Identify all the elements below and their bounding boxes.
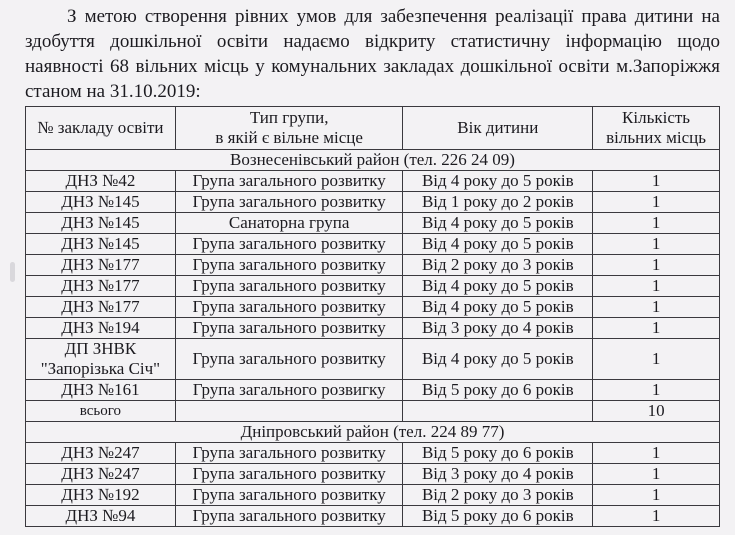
cell-group: Група загального розвитку bbox=[175, 297, 403, 318]
cell-group: Група загального розвитку bbox=[175, 443, 403, 464]
free-places-table bbox=[25, 106, 720, 527]
total-row bbox=[26, 401, 720, 422]
cell-empty bbox=[175, 401, 403, 422]
header-age: Вік дитини bbox=[403, 107, 593, 150]
cell-count: 1 bbox=[593, 276, 720, 297]
cell-institution: ДНЗ №177 bbox=[26, 297, 176, 318]
cell-institution: ДНЗ №177 bbox=[26, 255, 176, 276]
cell-institution: ДНЗ №161 bbox=[26, 380, 176, 401]
cell-age: Від 4 року до 5 років bbox=[403, 339, 593, 380]
table-row bbox=[26, 464, 720, 485]
cell-group: Група загального розвитку bbox=[175, 506, 403, 527]
cell-group: Група загального розвитку bbox=[175, 464, 403, 485]
table-row bbox=[26, 297, 720, 318]
district-row-dniprovskyi bbox=[26, 422, 720, 443]
cell-institution: ДНЗ №194 bbox=[26, 318, 176, 339]
table-row bbox=[26, 380, 720, 401]
table-row bbox=[26, 276, 720, 297]
cell-institution: ДП ЗНВК "Запорізька Січ" bbox=[26, 339, 176, 380]
total-value: 10 bbox=[593, 401, 720, 422]
header-count: Кількість вільних місць bbox=[593, 107, 720, 150]
cell-age: Від 2 року до 3 років bbox=[403, 255, 593, 276]
cell-institution: ДНЗ №145 bbox=[26, 213, 176, 234]
cell-age: Від 4 року до 5 років bbox=[403, 234, 593, 255]
table-row bbox=[26, 443, 720, 464]
intro-text: З метою створення рівних умов для забезпечення реалізації права дитини на здобуття дошкільної освіти надаємо відкриту статистичну інформацію щодо наявності 68 вільних місць у комунальних закладах дошкільної освіти м.Запоріжжя станом на 31.10.2019: bbox=[25, 6, 720, 102]
cell-age: Від 2 року до 3 років bbox=[403, 485, 593, 506]
cell-age: Від 1 року до 2 років bbox=[403, 192, 593, 213]
cell-institution: ДНЗ №247 bbox=[26, 464, 176, 485]
cell-count: 1 bbox=[593, 171, 720, 192]
table-row bbox=[26, 506, 720, 527]
header-institution: № закладу освіти bbox=[26, 107, 176, 150]
cell-institution: ДНЗ №177 bbox=[26, 276, 176, 297]
table-row bbox=[26, 171, 720, 192]
cell-count: 1 bbox=[593, 380, 720, 401]
cell-count: 1 bbox=[593, 339, 720, 380]
table-row bbox=[26, 318, 720, 339]
cell-age: Від 3 року до 4 років bbox=[403, 464, 593, 485]
cell-count: 1 bbox=[593, 192, 720, 213]
table-header-row bbox=[26, 107, 720, 150]
table-row bbox=[26, 485, 720, 506]
cell-group: Група загального розвитку bbox=[175, 234, 403, 255]
total-label: всього bbox=[26, 401, 176, 422]
cell-institution: ДНЗ №94 bbox=[26, 506, 176, 527]
cell-institution: ДНЗ №42 bbox=[26, 171, 176, 192]
cell-group: Група загального розвитку bbox=[175, 171, 403, 192]
cell-empty bbox=[403, 401, 593, 422]
cell-age: Від 5 року до 6 років bbox=[403, 506, 593, 527]
cell-age: Від 4 року до 5 років bbox=[403, 213, 593, 234]
header-group-type: Тип групи, в якій є вільне місце bbox=[175, 107, 403, 150]
cell-group: Група загального розвитку bbox=[175, 339, 403, 380]
cell-count: 1 bbox=[593, 255, 720, 276]
cell-group: Група загального розвитку bbox=[175, 192, 403, 213]
cell-institution: ДНЗ №145 bbox=[26, 192, 176, 213]
cell-group: Група загального розвигку bbox=[175, 380, 403, 401]
cell-institution: ДНЗ №247 bbox=[26, 443, 176, 464]
cell-age: Від 4 року до 5 років bbox=[403, 171, 593, 192]
district-title: Дніпровський район (тел. 224 89 77) bbox=[26, 422, 720, 443]
cell-count: 1 bbox=[593, 234, 720, 255]
scan-smudge bbox=[10, 262, 15, 282]
cell-age: Від 3 року до 4 років bbox=[403, 318, 593, 339]
cell-age: Від 4 року до 5 років bbox=[403, 276, 593, 297]
cell-count: 1 bbox=[593, 213, 720, 234]
cell-age: Від 5 року до 6 років bbox=[403, 443, 593, 464]
cell-group: Група загального розвитку bbox=[175, 485, 403, 506]
cell-count: 1 bbox=[593, 485, 720, 506]
district-row-voznesenivskyi bbox=[26, 150, 720, 171]
cell-group: Група загального розвитку bbox=[175, 318, 403, 339]
cell-institution: ДНЗ №192 bbox=[26, 485, 176, 506]
cell-count: 1 bbox=[593, 506, 720, 527]
district-title: Вознесенівський район (тел. 226 24 09) bbox=[26, 150, 720, 171]
table-row bbox=[26, 339, 720, 380]
cell-count: 1 bbox=[593, 464, 720, 485]
cell-count: 1 bbox=[593, 297, 720, 318]
table-row bbox=[26, 213, 720, 234]
table-row bbox=[26, 192, 720, 213]
cell-group: Група загального розвитку bbox=[175, 276, 403, 297]
cell-age: Від 5 року до 6 років bbox=[403, 380, 593, 401]
cell-group: Група загального розвитку bbox=[175, 255, 403, 276]
cell-group: Санаторна група bbox=[175, 213, 403, 234]
table-row bbox=[26, 255, 720, 276]
intro-paragraph bbox=[25, 4, 720, 104]
cell-count: 1 bbox=[593, 318, 720, 339]
cell-count: 1 bbox=[593, 443, 720, 464]
cell-age: Від 4 року до 5 років bbox=[403, 297, 593, 318]
cell-institution: ДНЗ №145 bbox=[26, 234, 176, 255]
table-row bbox=[26, 234, 720, 255]
